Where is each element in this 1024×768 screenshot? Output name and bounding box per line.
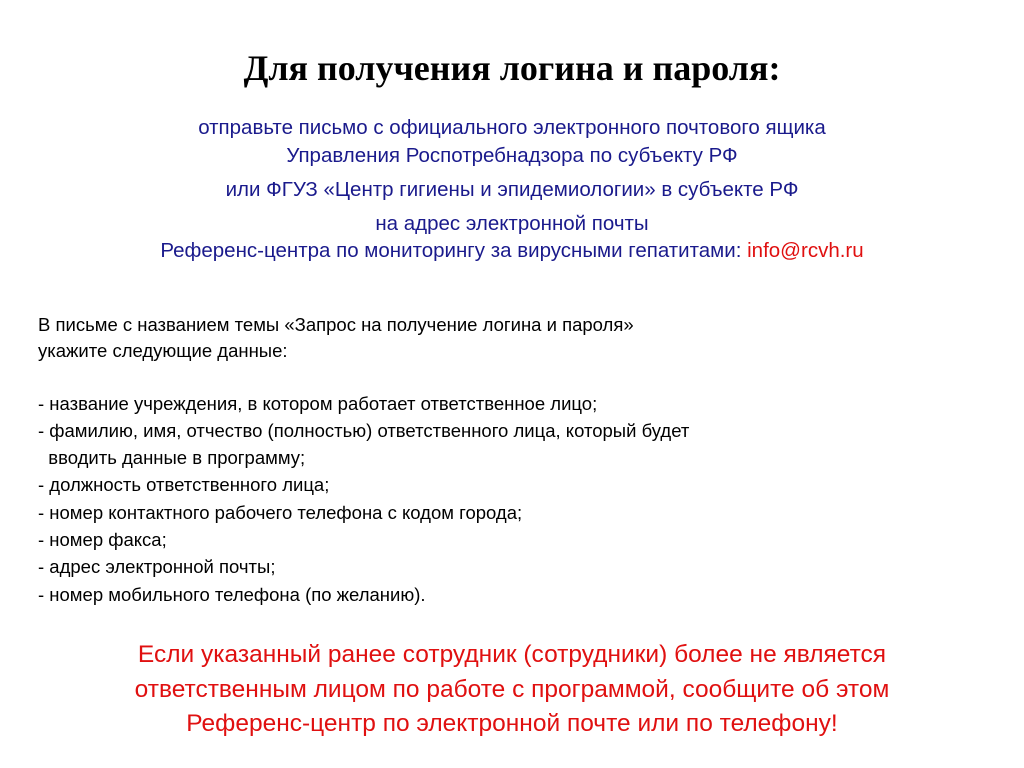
- list-item: - номер факса;: [38, 529, 167, 550]
- email-link[interactable]: info@rcvh.ru: [747, 239, 864, 262]
- list-item: - номер мобильного телефона (по желанию).: [38, 584, 426, 605]
- intro-line-3: или ФГУЗ «Центр гигиены и эпидемиологии» в субъекте РФ: [225, 178, 799, 201]
- list-item: - адрес электронной почты;: [38, 556, 276, 577]
- list-item: - должность ответственного лица;: [38, 474, 330, 495]
- letter-line-2: укажите следующие данные:: [38, 340, 288, 361]
- warning-line-1: Если указанный ранее сотрудник (сотрудники) более не является: [137, 641, 887, 668]
- list-item: - название учреждения, в котором работает ответственное лицо;: [38, 393, 598, 414]
- intro-line-4: на адрес электронной почты: [375, 212, 649, 235]
- list-item: - фамилию, имя, отчество (полностью) ответственного лица, который будет: [38, 420, 690, 441]
- intro-line-2: Управления Роспотребнадзора по субъекту РФ: [286, 144, 738, 167]
- letter-line-1: В письме с названием темы «Запрос на получение логина и пароля»: [38, 314, 634, 335]
- warning-line-2: ответственным лицом по работе с программой, сообщите об этом: [134, 676, 890, 703]
- list-item: - номер контактного рабочего телефона с кодом города;: [38, 502, 523, 523]
- list-item: вводить данные в программу;: [38, 447, 306, 468]
- intro-line-5: [0, 239, 1024, 263]
- intro-line-1: отправьте письмо с официального электронного почтового ящика: [198, 116, 826, 139]
- page-title: Для получения логина и пароля:: [243, 48, 781, 88]
- intro-line-5-text: Референс-центра по мониторингу за вирусными гепатитами:: [160, 239, 748, 262]
- warning-line-3: Референс-центр по электронной почте или по телефону!: [186, 710, 838, 737]
